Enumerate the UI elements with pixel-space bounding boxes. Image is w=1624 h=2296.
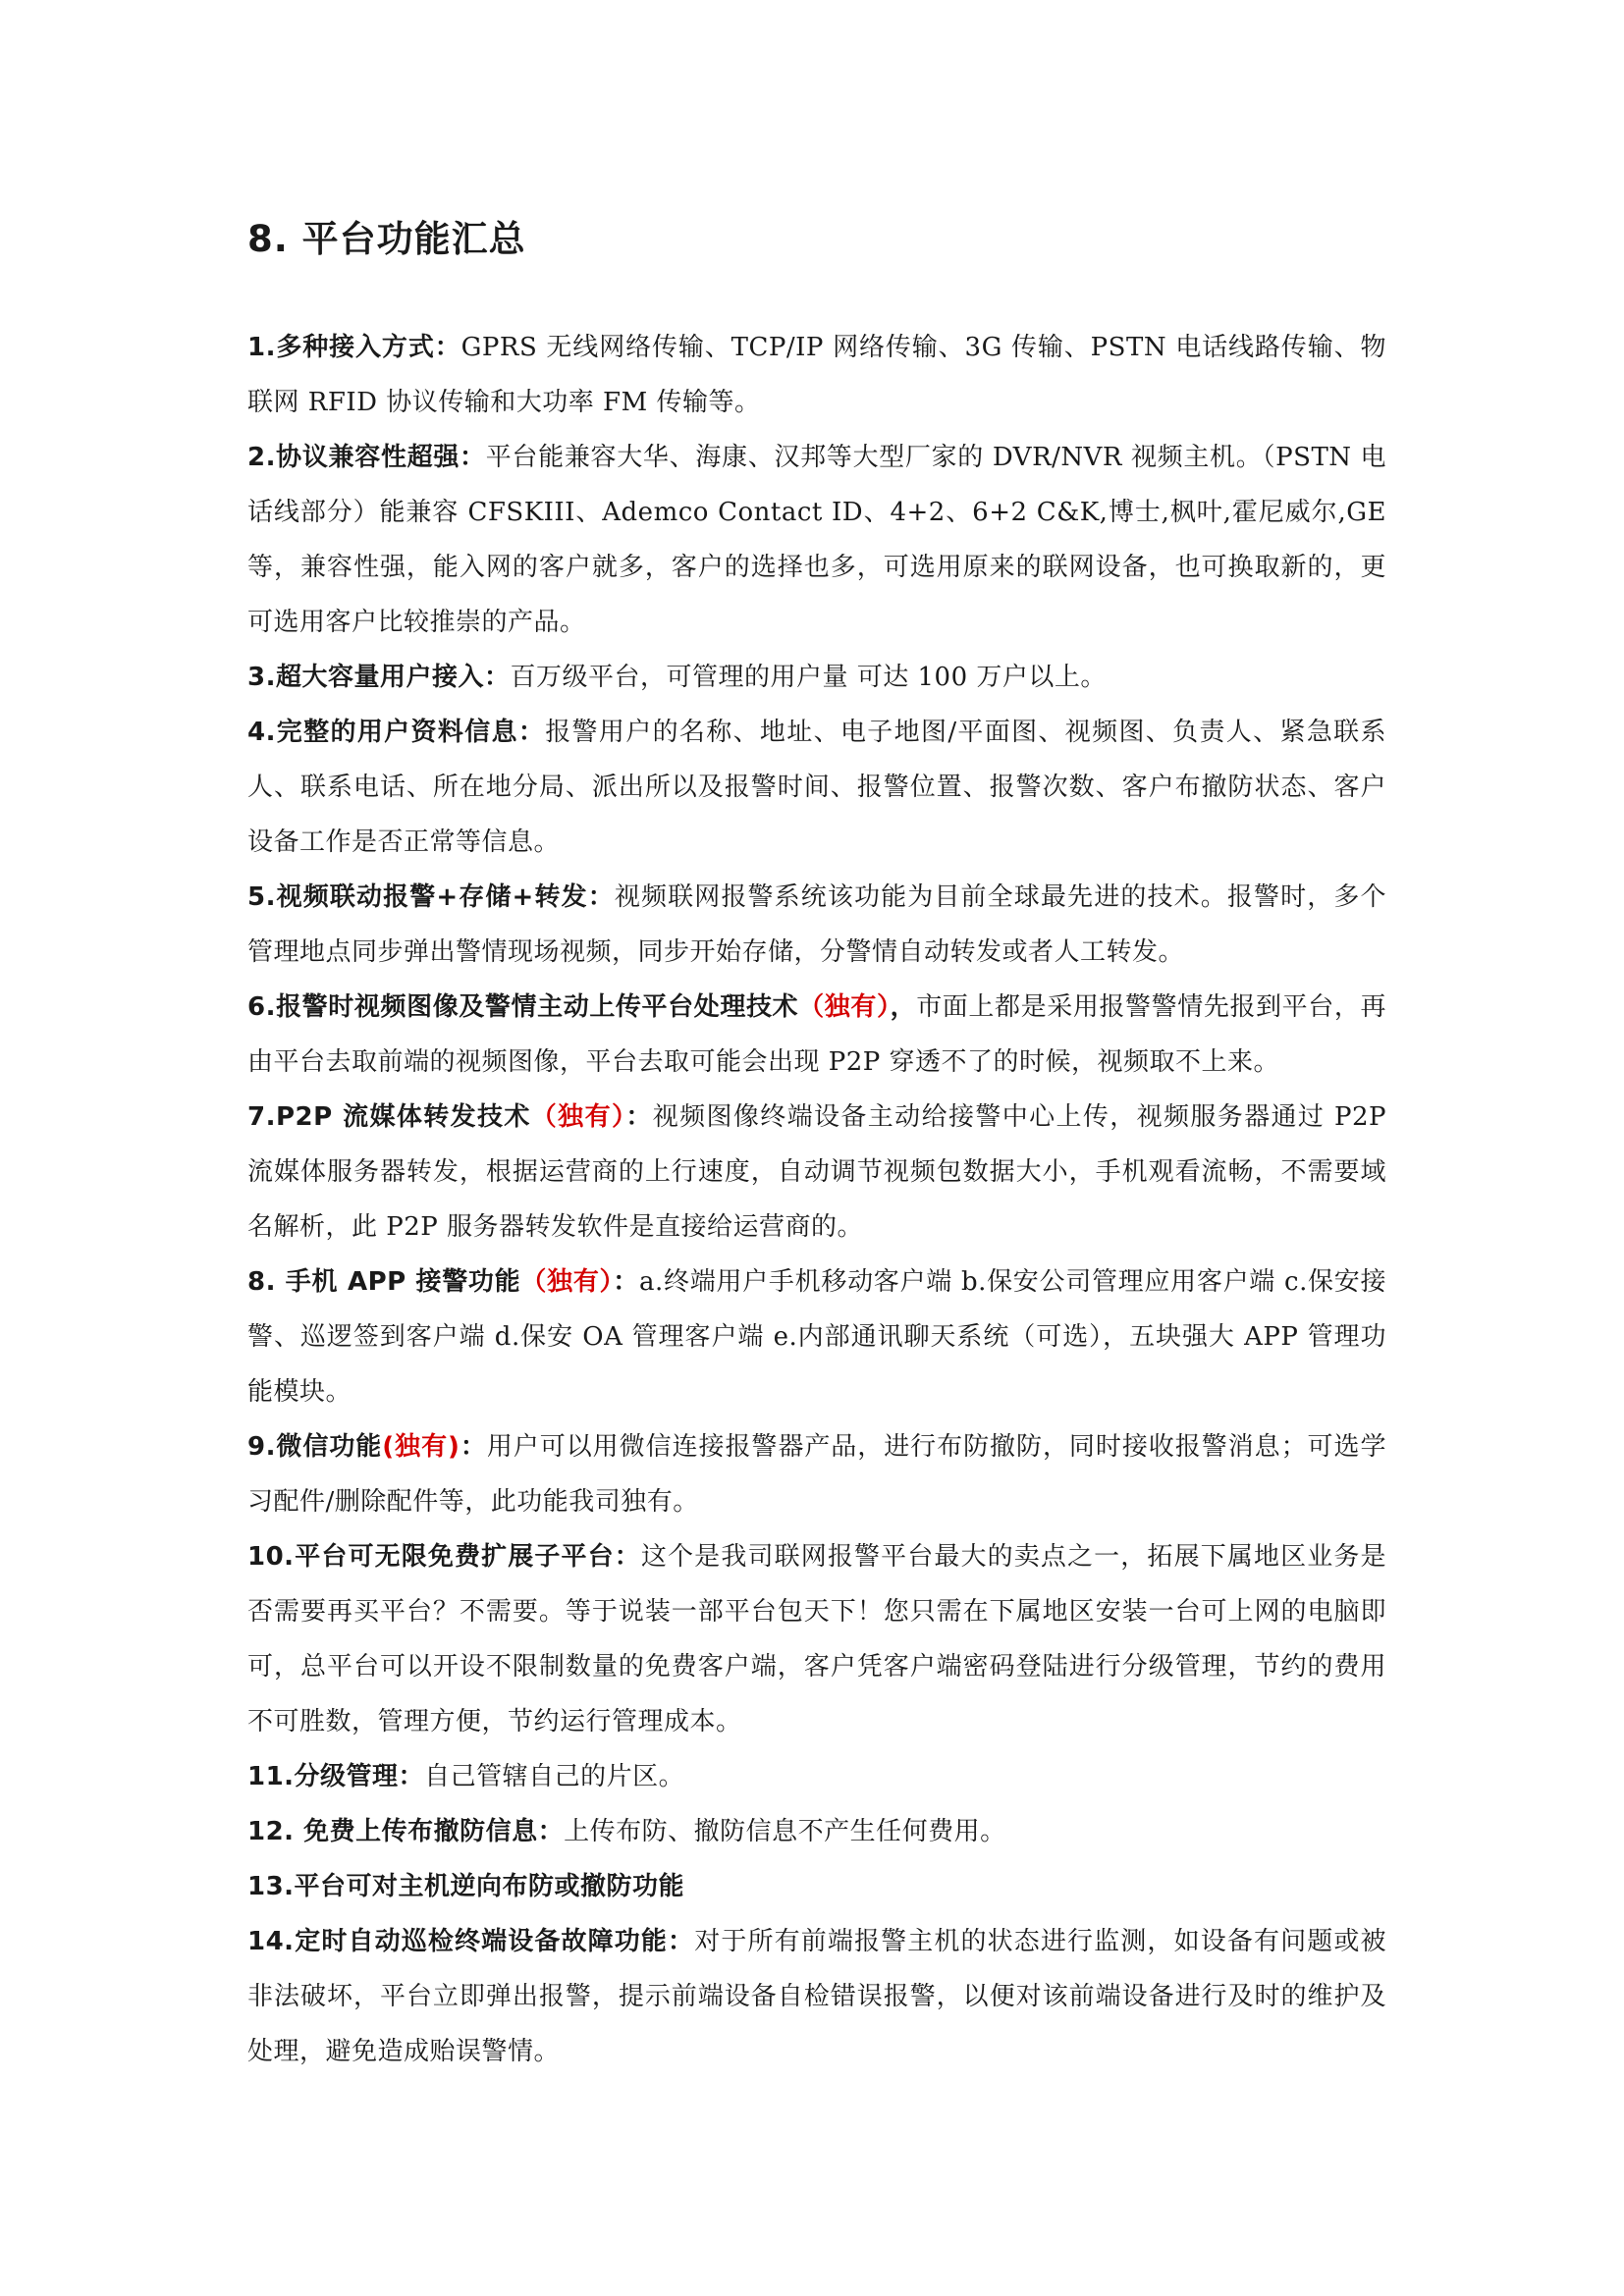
feature-label: 12. 免费上传布撤防信息： (247, 1817, 565, 1846)
exclusive-badge: （独有） (530, 1102, 626, 1132)
feature-label: 8. 手机 APP 接警功能 (247, 1267, 521, 1297)
feature-item-13 (247, 1859, 1386, 1914)
feature-text: GPRS 无线网络传输、TCP/IP 网络传输、3G 传输、PSTN 电话线路传输、物联网 RFID 协议传输和大功率 FM 传输等。 (247, 333, 1386, 417)
feature-item-11 (247, 1749, 1386, 1804)
feature-item-2 (247, 430, 1386, 650)
feature-text: 对于所有前端报警主机的状态进行监测，如设备有问题或被非法破坏，平台立即弹出报警，提示前端设备自检错误报警，以便对该前端设备进行及时的维护及处理，避免造成贻误警情。 (247, 1927, 1386, 2066)
feature-text: 上传布防、撤防信息不产生任何费用。 (564, 1817, 1006, 1846)
feature-text: 报警用户的名称、地址、电子地图/平面图、视频图、负责人、紧急联系人、联系电话、所在地分局、派出所以及报警时间、报警位置、报警次数、客户布撤防状态、客户设备工作是否正常等信息。 (247, 718, 1387, 857)
section-heading: 8. 平台功能汇总 (247, 218, 526, 260)
feature-text: 视频联网报警系统该功能为目前全球最先进的技术。报警时，多个管理地点同步弹出警情现场视频，同步开始存储，分警情自动转发或者人工转发。 (247, 882, 1386, 967)
feature-label: 13.平台可对主机逆向布防或撤防功能 (247, 1872, 685, 1901)
feature-text: 百万级平台，可管理的用户量 可达 100 万户以上。 (510, 663, 1107, 692)
document-page (247, 214, 1386, 2079)
feature-item-14 (247, 1914, 1386, 2079)
feature-item-9 (247, 1419, 1386, 1529)
feature-item-10 (247, 1529, 1386, 1749)
exclusive-badge: （独有） (520, 1267, 614, 1297)
feature-label-separator: ： (613, 1267, 640, 1297)
feature-item-3 (247, 650, 1386, 705)
feature-label-separator: ， (890, 992, 917, 1022)
feature-item-1 (247, 320, 1386, 430)
feature-text: 用户可以用微信连接报警器产品，进行布防撤防，同时接收报警消息；可选学习配件/删除配件等，此功能我司独有。 (247, 1432, 1386, 1517)
feature-item-7 (247, 1090, 1386, 1255)
exclusive-badge: (独有) (382, 1432, 460, 1462)
feature-item-5 (247, 870, 1386, 980)
feature-label: 7.P2P 流媒体转发技术 (247, 1102, 531, 1132)
feature-label: 3.超大容量用户接入： (247, 663, 511, 692)
exclusive-badge: （独有） (798, 992, 891, 1022)
feature-text: 市面上都是采用报警警情先报到平台，再由平台去取前端的视频图像，平台去取可能会出现 P2P 穿透不了的时候，视频取不上来。 (247, 992, 1386, 1077)
feature-label: 5.视频联动报警+存储+转发： (247, 882, 615, 912)
feature-label: 4.完整的用户资料信息： (247, 718, 546, 747)
feature-label: 1.多种接入方式： (247, 333, 461, 362)
feature-item-4 (247, 705, 1386, 870)
feature-item-6 (247, 980, 1386, 1090)
feature-item-8 (247, 1255, 1386, 1419)
feature-text: 平台能兼容大华、海康、汉邦等大型厂家的 DVR/NVR 视频主机。（PSTN 电话线部分）能兼容 CFSKIII、Ademco Contact ID、4+2、6+2 C&K,博士,枫叶,霍尼威尔,GE 等，兼容性强，能入网的客户就多，客户的选择也多，可选用原来的联网设备，也可换取新的，更可选用客户比较推崇的产品。 (247, 443, 1387, 637)
feature-label: 2.协议兼容性超强： (247, 443, 486, 472)
feature-text: a.终端用户手机移动客户端 b.保安公司管理应用客户端 c.保安接警、巡逻签到客户端 d.保安 OA 管理客户端 e.内部通讯聊天系统（可选），五块强大 APP 管理功能模块。 (247, 1267, 1387, 1407)
feature-item-12 (247, 1804, 1386, 1859)
feature-text: 视频图像终端设备主动给接警中心上传，视频服务器通过 P2P 流媒体服务器转发，根据运营商的上行速度，自动调节视频包数据大小，手机观看流畅，不需要域名解析，此 P2P 服务器转发软件是直接给运营商的。 (247, 1102, 1386, 1242)
feature-label: 14.定时自动巡检终端设备故障功能： (247, 1927, 695, 1956)
feature-text: 自己管辖自己的片区。 (424, 1762, 685, 1791)
feature-label: 11.分级管理： (247, 1762, 425, 1791)
feature-label: 9.微信功能 (247, 1432, 383, 1462)
feature-label: 6.报警时视频图像及警情主动上传平台处理技术 (247, 992, 799, 1022)
feature-label: 10.平台可无限免费扩展子平台： (247, 1542, 641, 1572)
feature-label-separator: ： (460, 1432, 487, 1462)
feature-label-separator: ： (625, 1102, 653, 1132)
feature-text: 这个是我司联网报警平台最大的卖点之一，拓展下属地区业务是否需要再买平台？不需要。等于说装一部平台包天下！您只需在下属地区安装一台可上网的电脑即可，总平台可以开设不限制数量的免费客户端，客户凭客户端密码登陆进行分级管理，节约的费用不可胜数，管理方便，节约运行管理成本。 (247, 1542, 1386, 1736)
